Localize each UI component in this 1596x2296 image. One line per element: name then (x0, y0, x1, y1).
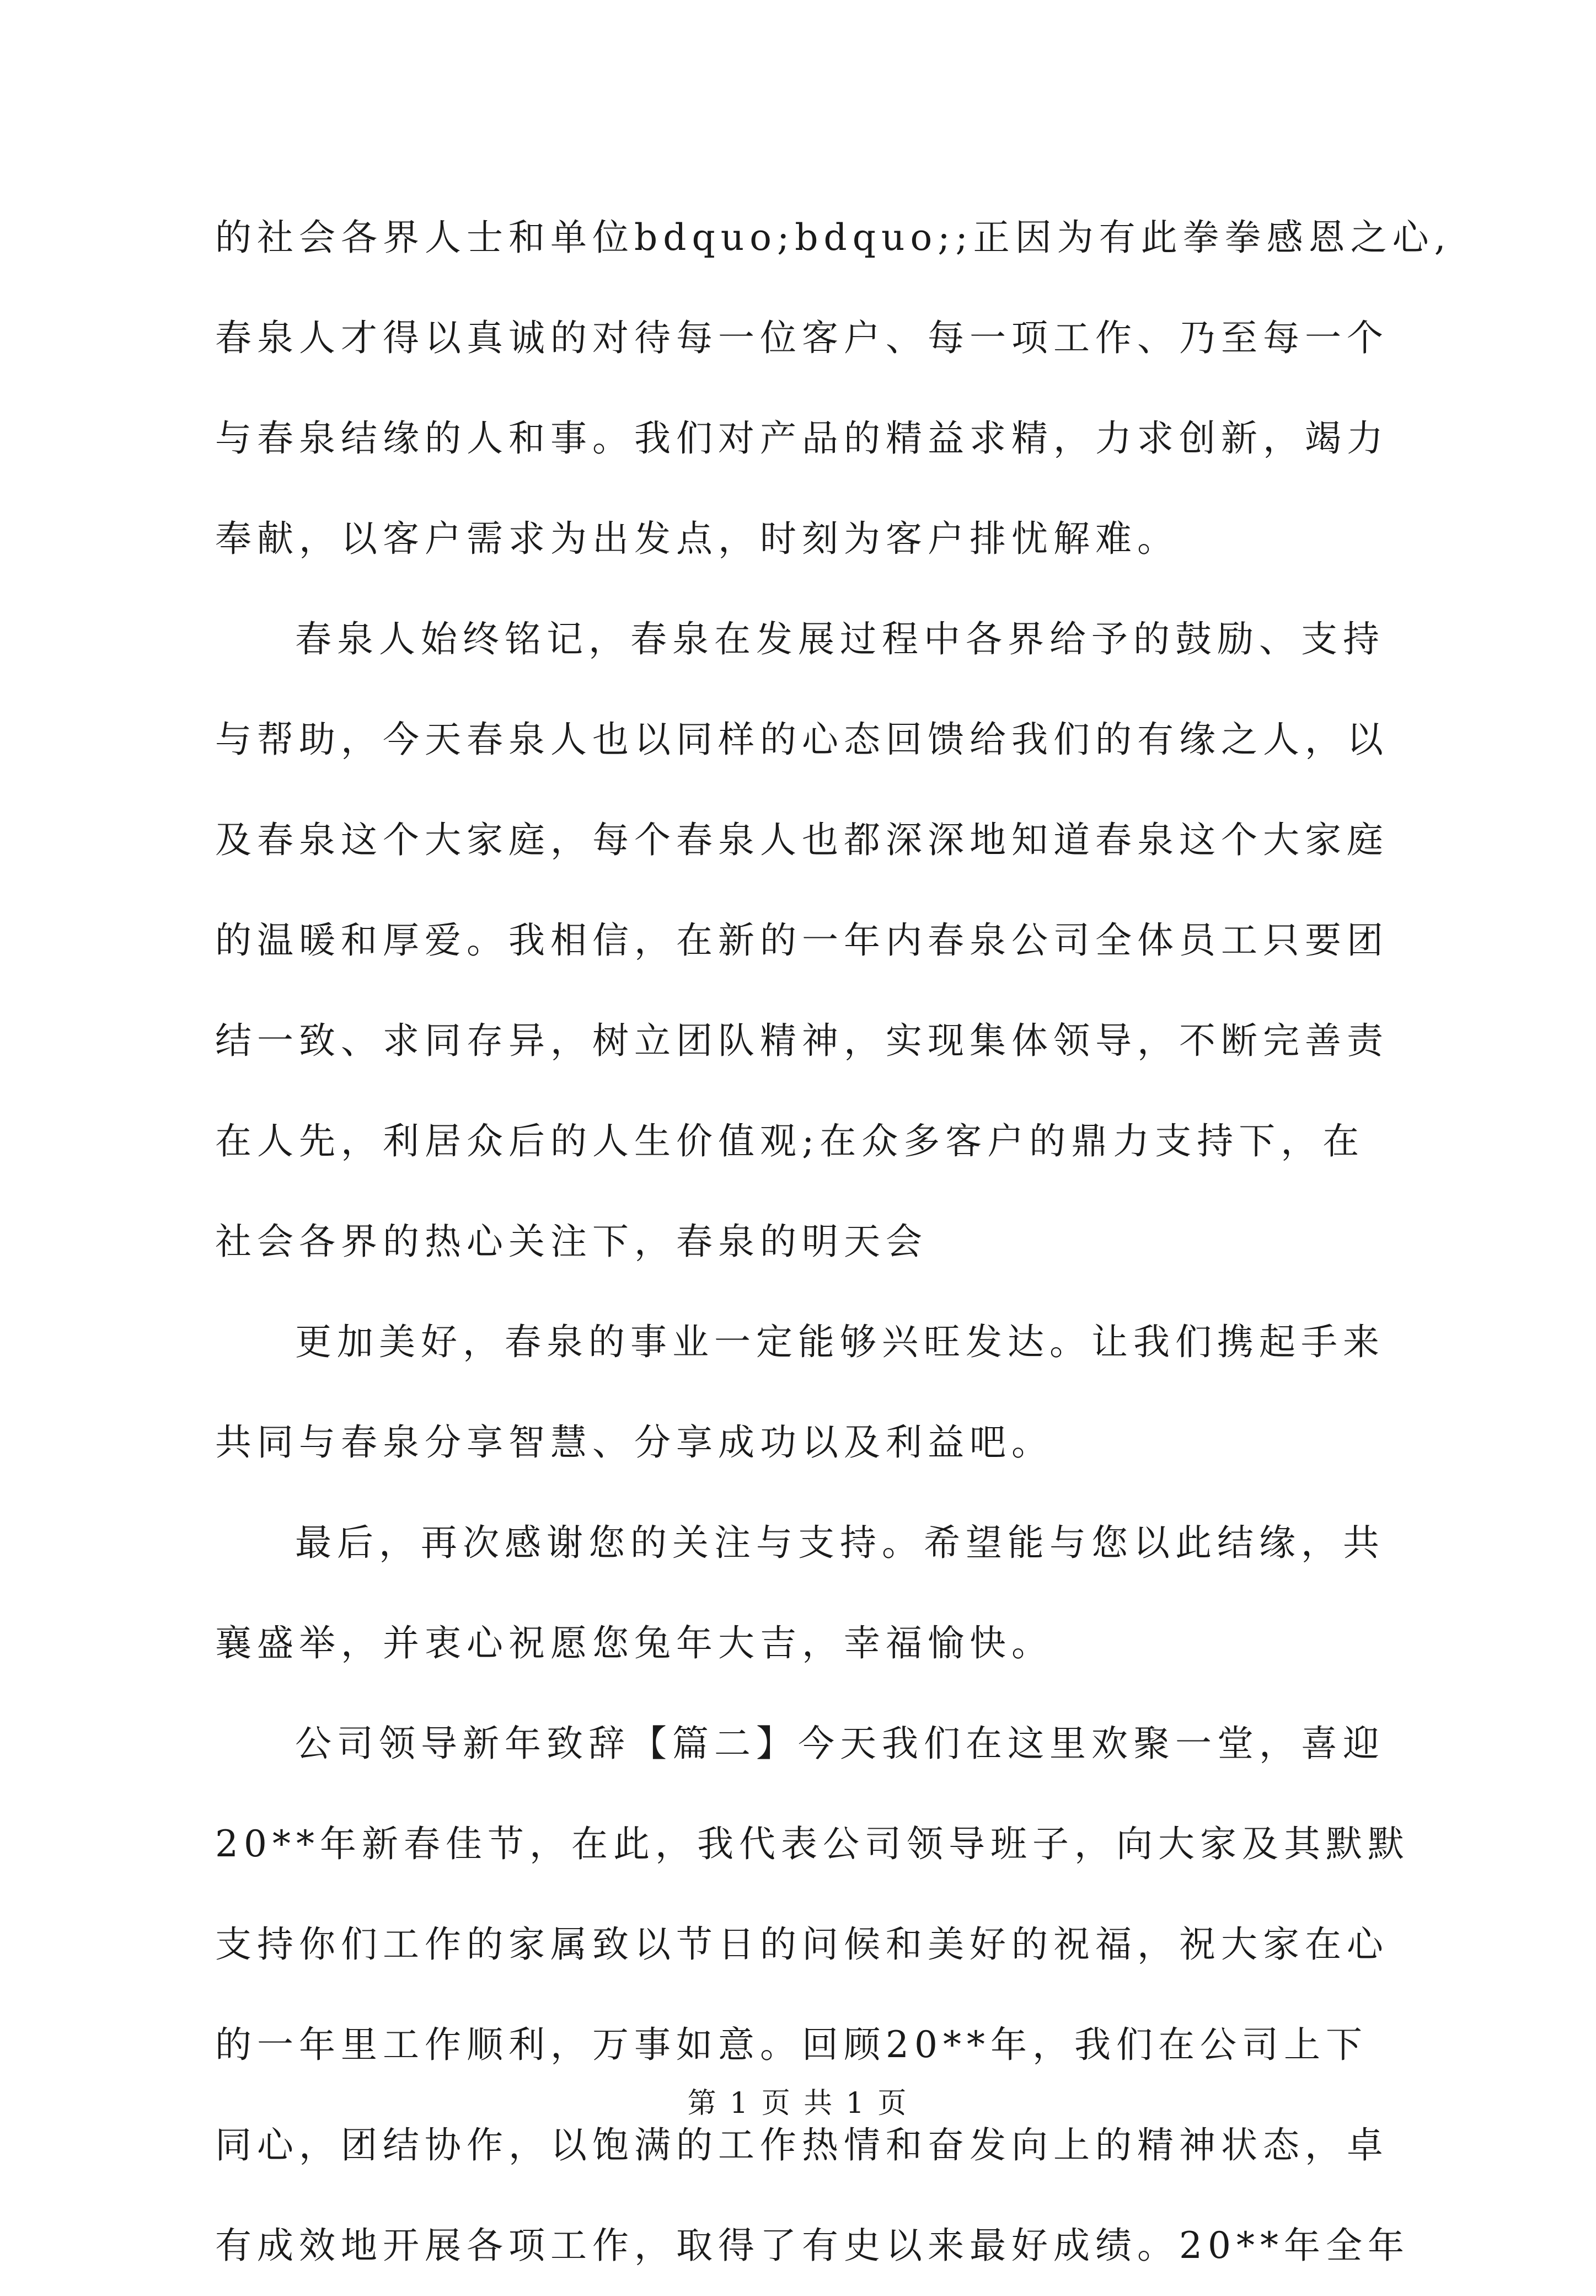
text-line: 与帮助，今天春泉人也以同样的心态回馈给我们的有缘之人，以 (215, 718, 1389, 761)
text-line: 襄盛举，并衷心祝愿您兔年大吉，幸福愉快。 (215, 1622, 1053, 1664)
paragraph-first-line: 更加美好，春泉的事业一定能够兴旺发达。让我们携起手来 (295, 1321, 1385, 1363)
text-line: 及春泉这个大家庭，每个春泉人也都深深地知道春泉这个大家庭 (215, 819, 1389, 861)
text-line: 支持你们工作的家属致以节日的问候和美好的祝福，祝大家在心 (215, 1923, 1389, 1966)
text-line: 的社会各界人士和单位bdquo;bdquo;;正因为有此拳拳感恩之心, (215, 216, 1452, 259)
text-line: 的一年里工作顺利，万事如意。回顾20**年，我们在公司上下 (215, 2023, 1368, 2066)
text-line: 结一致、求同存异，树立团队精神，实现集体领导，不断完善责 (215, 1019, 1389, 1062)
paragraph-first-line: 春泉人始终铭记，春泉在发展过程中各界给予的鼓励、支持 (295, 618, 1385, 660)
paragraph-first-line: 公司领导新年致辞【篇二】今天我们在这里欢聚一堂，喜迎 (295, 1722, 1385, 1765)
text-line: 在人先，利居众后的人生价值观;在众多客户的鼎力支持下，在 (215, 1120, 1365, 1162)
text-line: 与春泉结缘的人和事。我们对产品的精益求精，力求创新，竭力 (215, 417, 1389, 460)
text-line: 奉献，以客户需求为出发点，时刻为客户排忧解难。 (215, 517, 1179, 560)
paragraph-first-line: 最后，再次感谢您的关注与支持。希望能与您以此结缘，共 (295, 1521, 1385, 1564)
text-line: 20**年新春佳节，在此，我代表公司领导班子，向大家及其默默 (215, 1823, 1410, 1865)
text-line: 春泉人才得以真诚的对待每一位客户、每一项工作、乃至每一个 (215, 317, 1389, 359)
page-number-footer: 第 1 页 共 1 页 (687, 2087, 909, 2120)
text-line: 社会各界的热心关注下，春泉的明天会 (215, 1220, 928, 1263)
text-line: 的温暖和厚爱。我相信，在新的一年内春泉公司全体员工只要团 (215, 919, 1389, 962)
text-line: 同心，团结协作，以饱满的工作热情和奋发向上的精神状态，卓 (215, 2124, 1389, 2166)
text-line: 有成效地开展各项工作，取得了有史以来最好成绩。20**年全年 (215, 2224, 1410, 2267)
text-line: 共同与春泉分享智慧、分享成功以及利益吧。 (215, 1421, 1053, 1464)
document-body (215, 188, 1452, 2296)
